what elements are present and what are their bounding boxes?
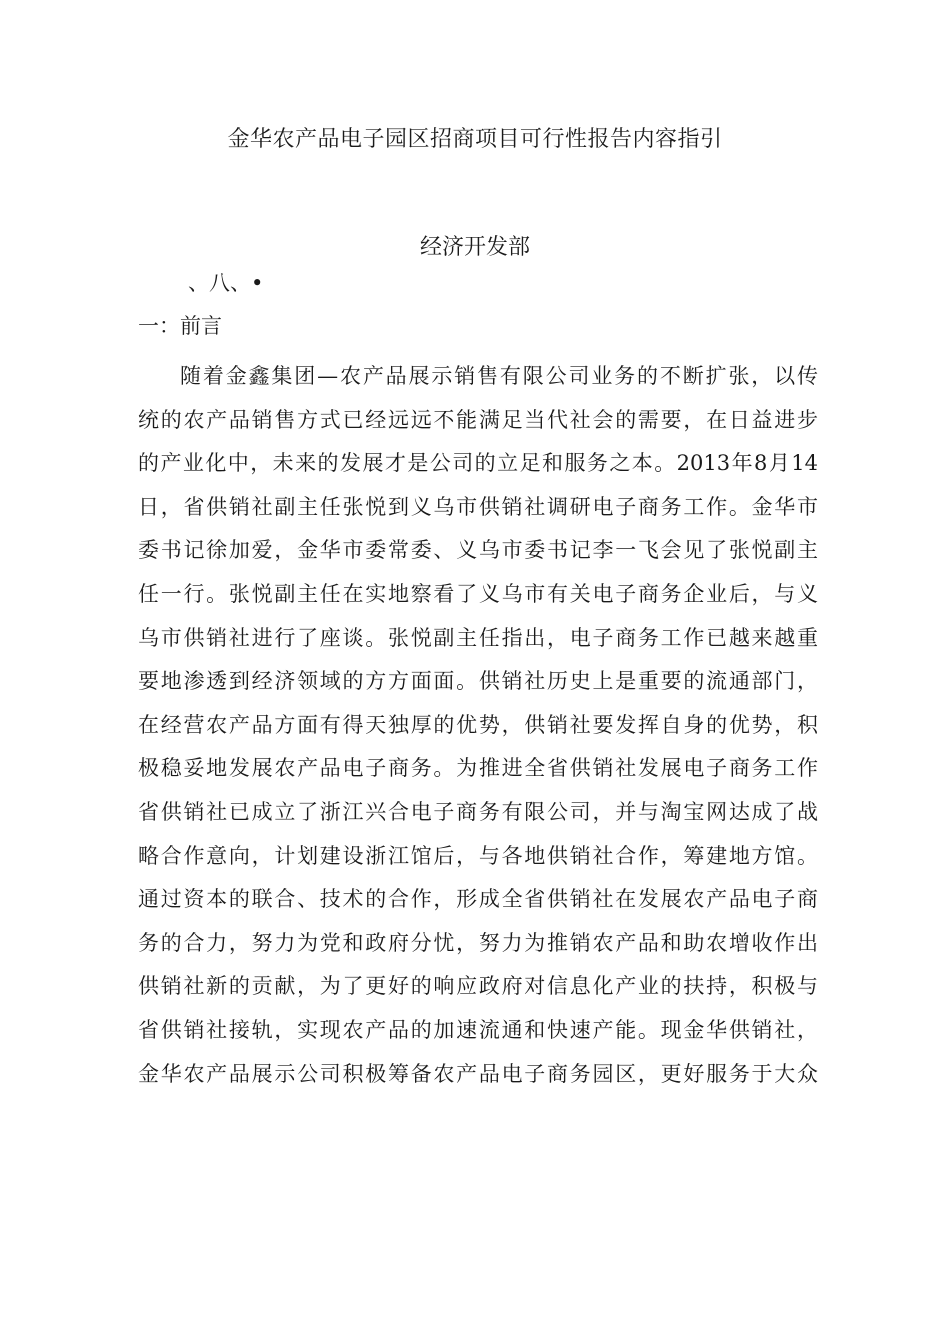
section-heading: 一：前言 — [138, 314, 222, 338]
body-line: 日，省供销社副主任张悦到义乌市供销社调研电子商务工作。金华市 — [138, 494, 818, 519]
body-line: 略合作意向，计划建设浙江馆后，与各地供销社合作，筹建地方馆。 — [138, 843, 818, 868]
body-line: 省供销社接轨，实现农产品的加速流通和快速产能。现金华供销社， — [138, 1017, 818, 1042]
body-line: 随着金鑫集团—农产品展示销售有限公司业务的不断扩张，以传 — [180, 364, 818, 388]
body-line: 统的农产品销售方式已经远远不能满足当代社会的需要，在日益进步 — [138, 407, 818, 432]
body-paragraph — [138, 355, 818, 1096]
body-line: 极稳妥地发展农产品电子商务。为推进全省供销社发展电子商务工作 — [138, 756, 818, 781]
body-line: 委书记徐加爱，金华市委常委、义乌市委书记李一飞会见了张悦副主 — [138, 538, 818, 563]
body-line: 乌市供销社进行了座谈。张悦副主任指出，电子商务工作已越来越重 — [138, 625, 818, 650]
document-title: 金华农产品电子园区招商项目可行性报告内容指引 — [227, 127, 723, 152]
body-line: 通过资本的联合、技术的合作，形成全省供销社在发展农产品电子商 — [138, 887, 818, 912]
department-name: 经济开发部 — [419, 235, 530, 260]
body-line: 的产业化中，未来的发展才是公司的立足和服务之本。2013年8月14 — [138, 451, 818, 476]
body-line: 金华农产品展示公司积极筹备农产品电子商务园区，更好服务于大众 — [138, 1061, 818, 1086]
body-line: 供销社新的贡献，为了更好的响应政府对信息化产业的扶持，积极与 — [138, 974, 818, 999]
body-line: 要地渗透到经济领域的方方面面。供销社历史上是重要的流通部门， — [138, 669, 818, 694]
body-line: 任一行。张悦副主任在实地察看了义乌市有关电子商务企业后，与义 — [138, 581, 818, 606]
section-marker: 、八、• — [188, 271, 264, 295]
body-line: 省供销社已成立了浙江兴合电子商务有限公司，并与淘宝网达成了战 — [138, 799, 818, 824]
body-line: 在经营农产品方面有得天独厚的优势，供销社要发挥自身的优势，积 — [138, 712, 818, 737]
body-line: 务的合力，努力为党和政府分忧，努力为推销农产品和助农增收作出 — [138, 930, 818, 955]
